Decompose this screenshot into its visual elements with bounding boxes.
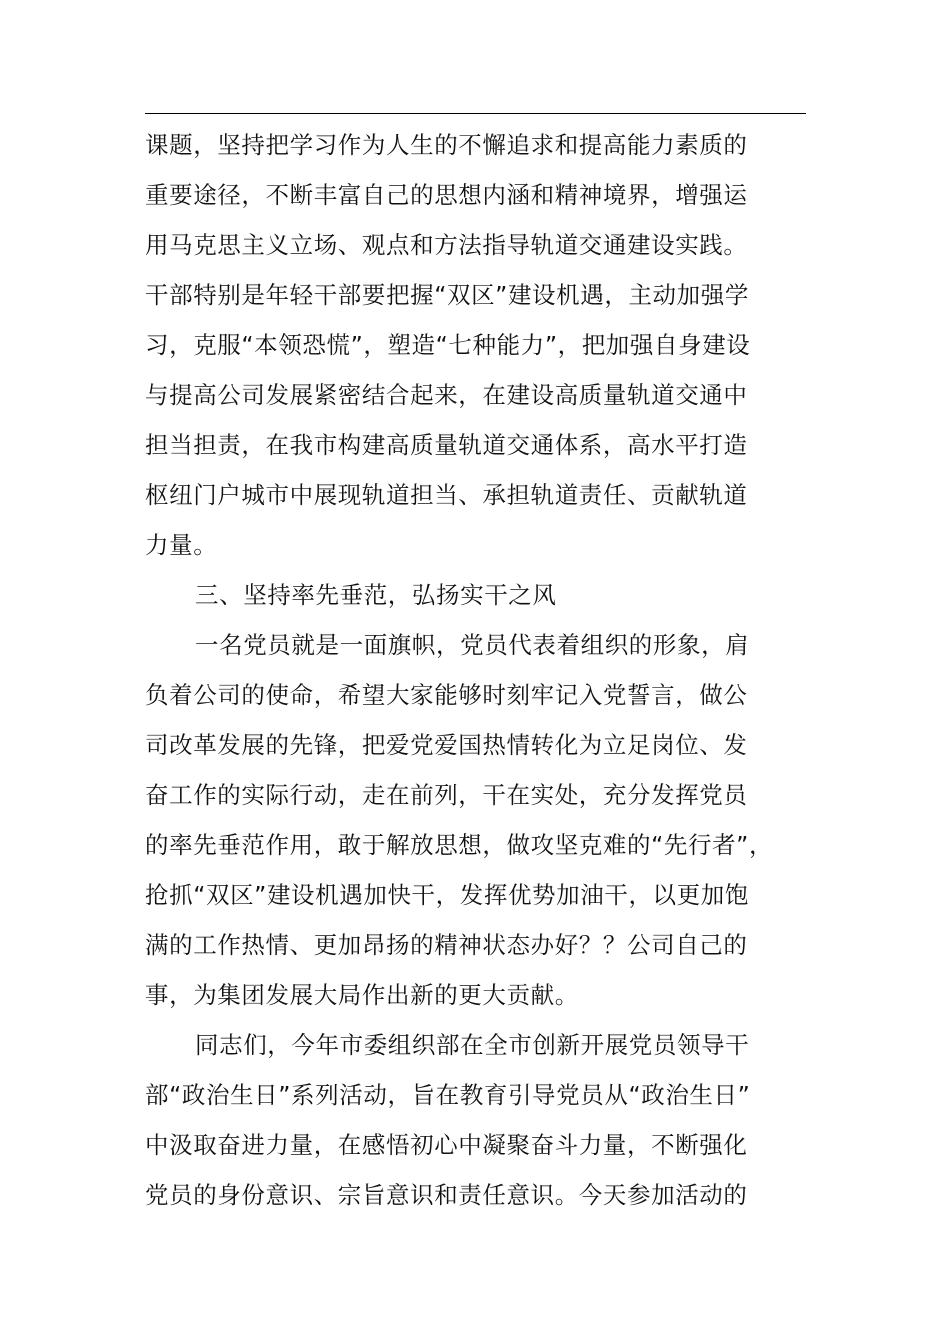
- section-heading: 三、坚持率先垂范，弘扬实干之风: [195, 581, 557, 609]
- text-line: 的率先垂范作用，敢于解放思想，做攻坚克难的“先行者”，: [145, 831, 774, 859]
- text-line: 一名党员就是一面旗帜，党员代表着组织的形象，肩: [195, 631, 750, 659]
- text-line: 与提高公司发展紧密结合起来，在建设高质量轨道交通中: [145, 381, 748, 409]
- text-line: 力量。: [145, 531, 218, 559]
- text-line: 干部特别是年轻干部要把握“双区”建设机遇，主动加强学: [145, 281, 749, 309]
- text-line: 重要途径，不断丰富自己的思想内涵和精神境界，增强运: [145, 181, 748, 209]
- text-line: 习，克服“本领恐慌”，塑造“七种能力”，把加强自身建设: [145, 331, 751, 359]
- text-line: 司改革发展的先锋，把爱党爱国热情转化为立足岗位、发: [145, 731, 748, 759]
- text-line: 负着公司的使命，希望大家能够时刻牢记入党誓言，做公: [145, 681, 748, 709]
- text-line: 课题，坚持把学习作为人生的不懈追求和提高能力素质的: [145, 131, 748, 159]
- body-text: [145, 120, 806, 1220]
- text-line: 满的工作热情、更加昂扬的精神状态办好？？公司自己的: [145, 931, 748, 959]
- text-line: 担当担责，在我市构建高质量轨道交通体系，高水平打造: [145, 431, 748, 459]
- text-line: 奋工作的实际行动，走在前列，干在实处，充分发挥党员: [145, 781, 748, 809]
- text-line: 中汲取奋进力量，在感悟初心中凝聚奋斗力量，不断强化: [145, 1131, 748, 1159]
- text-line: 党员的身份意识、宗旨意识和责任意识。今天参加活动的: [145, 1181, 748, 1209]
- text-line: 事，为集团发展大局作出新的更大贡献。: [145, 981, 579, 1009]
- text-line: 用马克思主义立场、观点和方法指导轨道交通建设实践。: [145, 231, 748, 259]
- text-line: 同志们，今年市委组织部在全市创新开展党员领导干: [195, 1031, 750, 1059]
- text-line: 枢纽门户城市中展现轨道担当、承担轨道责任、贡献轨道: [145, 481, 748, 509]
- text-line: 抢抓“双区”建设机遇加快干，发挥优势加油干，以更加饱: [145, 881, 749, 909]
- header-rule: [145, 113, 806, 114]
- text-line: 部“政治生日”系列活动，旨在教育引导党员从“政治生日”: [145, 1081, 751, 1109]
